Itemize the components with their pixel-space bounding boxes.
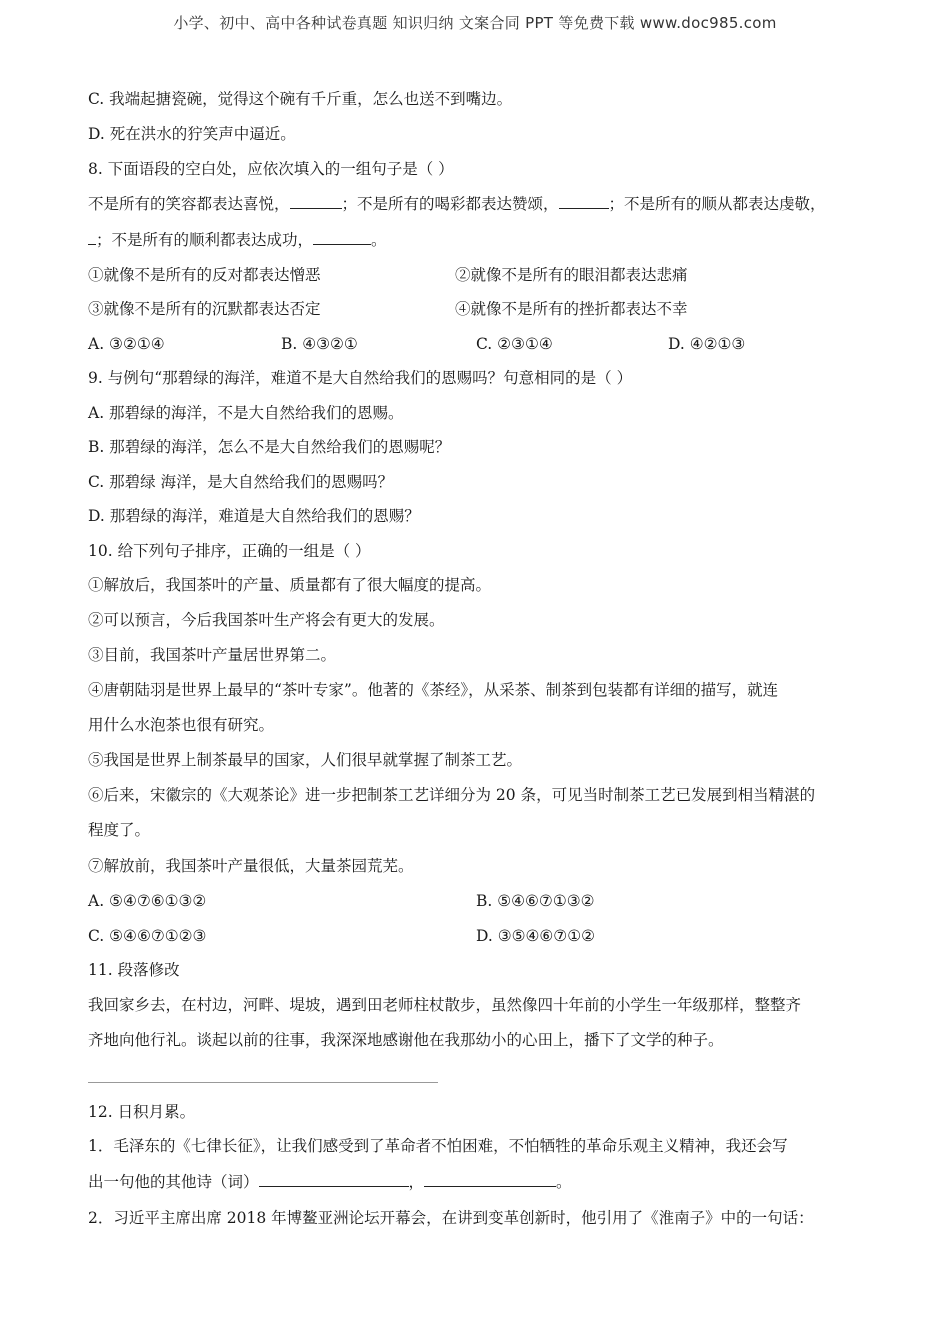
q12-blank-1 [259, 1172, 409, 1187]
q8-sentence-1: ①就像不是所有的反对都表达憎恶 [88, 266, 321, 284]
q10-sentence-4-line1: ④唐朝陆羽是世界上最早的“茶叶专家”。他著的《茶经》，从采茶、制茶到包装都有详细的描写，就连 [88, 681, 779, 699]
q8-passage-line2 [88, 230, 387, 250]
q9-option-c: C. 那碧绿 海洋，是大自然给我们的恩赐吗？ [88, 473, 394, 491]
q10-sentence-2: ②可以预言，今后我国茶叶生产将会有更大的发展。 [88, 611, 445, 629]
q8-blank-3 [88, 230, 96, 245]
q7-option-c: C. 我端起搪瓷碗，觉得这个碗有千斤重，怎么也送不到嘴边。 [88, 90, 513, 108]
q12-item1-line2 [88, 1172, 572, 1192]
q10-sentence-7: ⑦解放前，我国茶叶产量很低，大量茶园荒芜。 [88, 857, 414, 875]
q8-blank-2 [559, 194, 609, 209]
q12-item1-text: 出一句他的其他诗（词） [88, 1173, 259, 1191]
q10-option-b: B. ⑤④⑥⑦①③② [476, 892, 595, 910]
q8-sentence-3: ③就像不是所有的沉默都表达否定 [88, 300, 321, 318]
q10-option-a: A. ⑤④⑦⑥①③② [88, 892, 207, 910]
q10-sentence-6-line1: ⑥后来，宋徽宗的《大观茶论》进一步把制茶工艺详细分为 20 条，可见当时制茶工艺已发展到相当精湛的 [88, 786, 816, 804]
q10-sentence-6-line2: 程度了。 [88, 821, 151, 839]
q10-sentence-4-line2: 用什么水泡茶也很有研究。 [88, 716, 275, 734]
q8-option-d: D. ④②①③ [668, 335, 746, 353]
q8-passage-line1 [88, 194, 826, 214]
q8-sentence-2: ②就像不是所有的眼泪都表达悲痛 [455, 266, 688, 284]
q12-comma: ， [408, 1173, 425, 1191]
q7-option-d: D. 死在洪水的狞笑声中逼近。 [88, 125, 296, 143]
q8-passage-part3: ；不是所有的顺从都表达虔敬， [608, 195, 826, 213]
q8-blank-4 [313, 230, 371, 245]
q12-stem: 12. 日积月累。 [88, 1103, 196, 1121]
q10-sentence-5: ⑤我国是世界上制茶最早的国家，人们很早就掌握了制茶工艺。 [88, 751, 523, 769]
q8-sentence-4: ④就像不是所有的挫折都表达不幸 [455, 300, 688, 318]
q11-paragraph-line1: 我回家乡去，在村边，河畔、堤坡，遇到田老师柱杖散步，虽然像四十年前的小学生一年级那样，整整齐 [88, 996, 802, 1014]
q8-option-b: B. ④③②① [281, 335, 358, 353]
q10-option-c: C. ⑤④⑥⑦①②③ [88, 927, 207, 945]
q9-option-b: B. 那碧绿的海洋，怎么不是大自然给我们的恩赐呢？ [88, 438, 451, 456]
q10-sentence-3: ③目前，我国茶叶产量居世界第二。 [88, 646, 337, 664]
q8-passage-part4: ；不是所有的顺利都表达成功， [96, 231, 314, 249]
q10-option-d: D. ③⑤④⑥⑦①② [476, 927, 595, 945]
q9-option-d: D. 那碧绿的海洋，难道是大自然给我们的恩赐？ [88, 507, 420, 525]
q12-period: 。 [556, 1173, 572, 1191]
q10-stem: 10. 给下列句子排序，正确的一组是（ ） [88, 542, 371, 560]
q12-blank-2 [424, 1172, 556, 1187]
q8-passage-end: 。 [371, 231, 387, 249]
q12-item2: 2．习近平主席出席 2018 年博鳌亚洲论坛开幕会，在讲到变革创新时，他引用了《淮南子》中的一句话： [88, 1209, 814, 1227]
answer-divider [88, 1082, 438, 1083]
q11-stem: 11. 段落修改 [88, 961, 180, 979]
q8-blank-1 [290, 194, 342, 209]
q8-passage-part1: 不是所有的笑容都表达喜悦， [88, 195, 290, 213]
q10-sentence-1: ①解放后，我国茶叶的产量、质量都有了很大幅度的提高。 [88, 576, 492, 594]
q12-item1-line1: 1．毛泽东的《七律长征》，让我们感受到了革命者不怕困难，不怕牺牲的革命乐观主义精神，我还会写 [88, 1137, 788, 1155]
q8-passage-part2: ；不是所有的喝彩都表达赞颂， [341, 195, 559, 213]
q8-option-a: A. ③②①④ [88, 335, 165, 353]
page-header: 小学、初中、高中各种试卷真题 知识归纳 文案合同 PPT 等免费下载 www.doc985.com [173, 14, 777, 32]
q11-paragraph-line2: 齐地向他行礼。谈起以前的往事，我深深地感谢他在我那幼小的心田上，播下了文学的种子。 [88, 1031, 724, 1049]
q8-stem: 8. 下面语段的空白处，应依次填入的一组句子是（ ） [88, 160, 454, 178]
q8-option-c: C. ②③①④ [476, 335, 553, 353]
q9-stem: 9. 与例句“那碧绿的海洋，难道不是大自然给我们的恩赐吗？句意相同的是（ ） [88, 369, 633, 387]
q9-option-a: A. 那碧绿的海洋，不是大自然给我们的恩赐。 [88, 404, 404, 422]
